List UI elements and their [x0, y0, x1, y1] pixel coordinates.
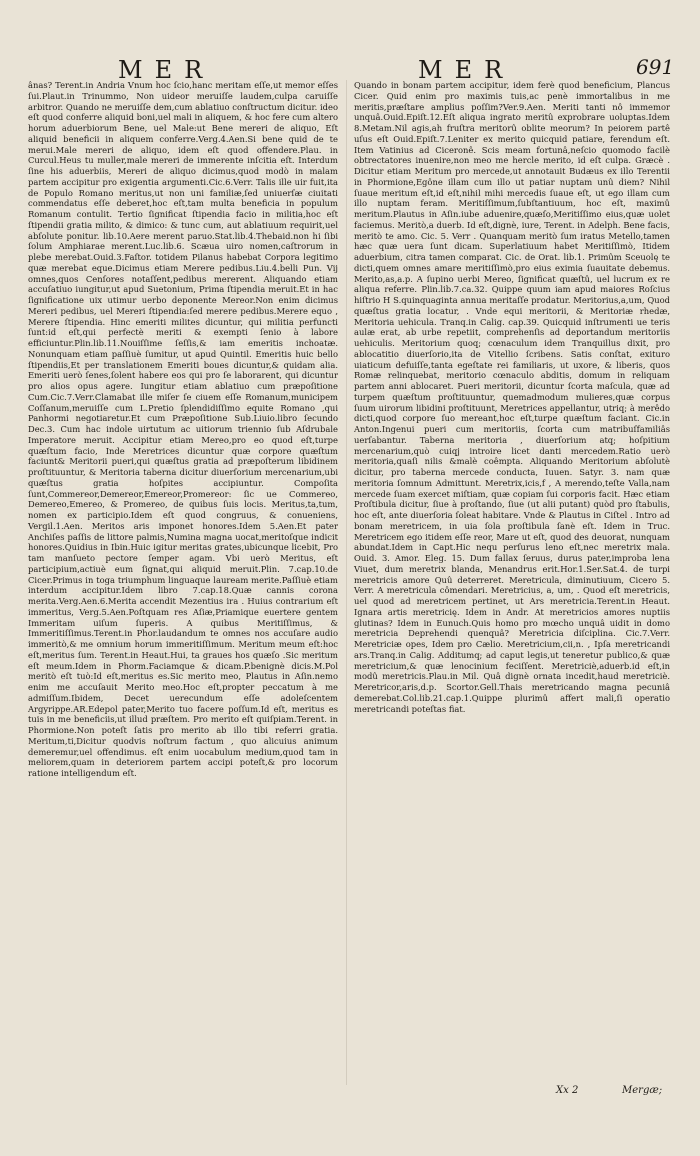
left-column [28, 80, 338, 779]
right-column-text: Quando in bonam partem accipitur, idem ferè quod beneficium, Plancus Cicer. Quid enim pro maximis tuis,ac penè immortalibus in me meritis,præſtare amplius poſſim?Ver.9.Aen. Meriti tanti nô immemor unquâ.Ouid.Epiſt.12.Eſt aliqua ingrato meritû exprobrare uoluptas.Idem 8.Metam.Nil agis,ah fruſtra meritorû oblite meorum? In peiorem partê uſus eſt Ouid.Epiſt.7.Leniter ex merito quicquid patiare, ferendum eſt. Item Vatinius ad Ciceronê. Scis meam fortunâ,neſcio quomodo facilè obtrectatores inuenire,non meo me hercle merito, id eſt culpa. Græcè . Dicitur etiam Meritum pro mercede,ut annotauit Budæus ex illo Terentii in Phormione,Egône illam cum illo ut patiar nuptam unû diem? Nihil ſuaue meritum eſt,id eſt,nihil mihi mercedis ſuaue eſt, ut ego illam cum illo nuptam feram. Meritiſſimum,ſubſtantiuum, hoc eſt, maximû meritum.Plautus in Aſin.iube aduenire,quæſo,Meritiſſimo eius,quæ uolet faciemus. Meritò,a duerb. Id eſt,dignè, iure, Terent. in Adelph. Bene facis, meritò te amo. Cic. 5. Verr . Quanquam meritò ſum iratus Metello,tamen hæc quæ uera ſunt dicam. Superlatiuum habet Meritiſſimò, Itidem aduerbium, citra tamen comparat. Cic. de Orat. lib.1. Primûm Sceuolę te dicti,quem omnes amare meritiſſimò,pro eius eximia ſuauitate debemus. Merito,as,a.p. A ſupino uerbi Mereo, ſignificat quæſtû, uel lucrum ex re aliqua referre. Plin.lib.7.ca.32. Quippe quum iam apud maiores Roſcius hiſtrio H S.quinquaginta annua meritaſſe prodatur. Meritorius,a,um, Quod quæſtus gratia locatur, . Vnde equi meritorii, & Meritoriæ rhedæ, Meritoria uehicula. Tranq.in Calig. cap.39. Quicquid inſtrumenti ue teris aulæ erat, ab urbe repetiit, comprehenſis ad deportandum meritoriis uehiculis. Meritorium quoq; cœnaculum idem Tranquillus dixit, pro ablocatitio diuerſorio,ita de Vitellio ſcribens. Satis conſtat, exituro uiaticum defuiſſe,tanta egeſtate rei familiaris, ut uxore, & liberis, quos Romæ relinquebat, meritorio cœnaculo abditis, domum in reliquam partem anni ablocaret. Pueri meritorii, dicuntur ſcorta maſcula, quæ ad turpem quæſtum proſtituuntur, quemadmodum mulieres,quæ corpus ſuum uirorum libidini proſtituunt, Meretrices appellantur, utriq; à merêdo dicti,quod corpore ſuo mereant,hoc eſt,turpe quæſtum faciant. Cic.in Anton.Ingenui pueri cum meritoriis, ſcorta cum matribuſfamiliâs uerſabantur. Taberna meritoria , diuerſorium atq; hoſpitium mercenarium,quò cuiqj introire licet danti mercedem.Ratio uerò meritoria,quaſi nilis &malè coêmpta. Aliquando Meritorium abſolutè dicitur, pro taberna mercede conducta, Iuuen. Satyr. 3. nam quæ meritoria ſomnum Admittunt. Meretrix,icis,f , A merendo,teſte Valla,nam mercede ſuam exercet miſtiam, quæ copiam ſui corporis facit. Hæc etiam Proſtibula dicitur, ſiue à proſtando, ſiue (ut alii putant) quòd pro ſtabulis, hoc eſt, ante diuerſoria ſoleat habitare. Vnde & Plautus in Ciſtel . Intro ad bonam meretricem, in uia ſola proſtibula ſanè eſt. Idem in Truc. Meretricem ego itidem eſſe reor, Mare ut eſt, quod des deuorat, nunquam abundat.Idem in Capt.Hic nequ perſurus leno eſt,nec meretrix mala. Ouid. 3. Amor. Eleg. 15. Dum fallax ſeruus, durus pater,improba lena Viuet, dum meretrix blanda, Menandrus erit.Hor.1.Ser.Sat.4. de turpi meretricis amore Quû deterreret. Meretricula, diminutiuum, Cicero 5. Verr. A meretricula cômendari. Meretricius, a, um, . Quod eſt meretricis, uel quod ad meretricem pertinet, ut Ars meretricia.Terent.in Heaut. Ignara artis meretricię. Idem in Andr. At meretricios amores nuptiis glutinas? Idem in Eunuch.Quis homo pro mœcho unquâ uidit in domo meretricia Deprehendi quenquâ? Meretricia diſciplina. Cic.7.Verr. Meretriciæ opes, Idem pro Cælio. Meretricium,cii,n. , Ipſa meretricandi ars.Tranq.in Calig. Additumq; ad caput legis,ut teneretur publico,& quæ meretricium,& quæ lenocinium feciſſent. Meretriciè,aduerb.id eſt,in modû meretricis.Plau.in Mil. Quâ dignè ornata incedit,haud meretriciè. Meretricor,aris,d.p. Scortor.Gell.Thais meretricando magna pecuniâ demerebat.Col.lib.21.cap.1.Quippe plurimû affert mali,ſi operatio meretricandi poteſtas fiat. [354, 80, 670, 714]
column-divider [346, 80, 347, 1085]
left-column-text: ânas? Terent.in Andria Vnum hoc ſcio,hanc meritam eſſe,ut memor eſſes ſui.Plaut.in Trinummo, Non uideor meruiſſe laudem,culpa caruiſſe arbitror. Quando ne meruiſſe dem,cum ablatiuo conſtructum dicitur. ideo eſt quod conferre aliquid boni,uel mali in aliquem, & hoc fere cum altero horum aduerbiorum Bene, uel Male:ut Bene mereri de aliquo, Eſt aliquid beneficii in aliquem conferre.Verg.4.Aen.Si bene quid de te merui.Male mereri de aliquo, idem eſt quod offendere.Plau. in Curcul.Heus tu muller,male mereri de immerente inſcitia eſt. Interdum ſine his aduerbiis, Mereri de aliquo dicimus,quod modò in malam partem accipitur pro exigentia argumenti.Cic.6.Verr. Talis ille uir fuit,ita de Populo Romano meritus,ut non uni familiæ,ſed uniuerſæ ciuitati commendatus eſſe deberet,hoc eſt,tam multa beneficia in populum Romanum contulit. Tertio ſignificat ſtipendia facio in militia,hoc eſt ſtipendii gratia milito, & dimico: & tunc cum, aut ablatiuum requirit,uel abſolute ponitur. lib.10.Aere merent paruo.Stat.lib.4.Thebaid.non hi ſibi ſolum Amphiarae merent.Luc.lib.6. Scæua uiro nomen,caſtrorum in plebe merebat.Ouid.3.Faſtor. totidem Pilanus habebat Corpora legitimo quæ merebat eque.Dicimus etiam Merere pedibus.Liu.4.belli Pun. Vij omnes,quos Cenſores notaſſent,pedibus mererent. Aliquando etiam accuſatiuo iungitur,ut apud Suetonium, Prima ſtipendia meruit.Et in hac ſignificatione uix utimur uerbo deponente Mereor.Non enim dicimus Mereri pedibus, uel Mereri ſtipendia:ſed merere pedibus.Merere equo , Merere ſtipendia. Hinc emeriti milites dicuntur, qui militia perfuncti ſunt:id eſt,qui perfectè meriti & exempti ſenio à labore efficiuntur.Plin.lib.11.Nouiſſime ſeſſis,& iam emeritis inchoatæ. Nonunquam etiam paſſiuè ſumitur, ut apud Quintil. Emeritis huic bello ſtipendiis,Et per translationem Emeriti boues dicuntur,& quidam alia. Emeriti uerò ſenes,ſolent habere eos qui pro ſe laborarent, qui dicuntur pro alios opus agere. Iungitur etiam ablatiuo cum præpoſitione Cum.Cic.7.Verr.Clamabat ille miſer ſe ciuem eſſe Romanum,municipem Coſſanum,meruiſſe cum L.Pretio ſplendidiſſimo equite Romano ,qui Panhormi negotiaretur.Et cum Præpoſitione Sub.Liuio.libro ſecundo Dec.3. Cum hac indole uirtutum ac uitiorum triennio ſub Aſdrubale Imperatore meruit. Accipitur etiam Mereo,pro eo quod eſt,turpe quæſtum facio, Inde Meretrices dicuntur quæ corpore quæſtum faciunt& Meritorii pueri,qui quæſtus gratia ad præpoſterum libidinem proſtituuntur, & Meritoria taberna dicitur diuerſorium mercenarium,ubi quæſtus gratia hoſpites accipiuntur. Compoſita ſunt,Commereor,Demereor,Emereor,Promereor: ſic ue Commereo, Demereo,Emereo, & Promereo, de quibus ſuis locis. Meritus,ta,tum, nomen ex participio.Idem eſt quod congruus, & conueniens, Vergil.1.Aen. Meritos aris imponet honores.Idem 5.Aen.Et pater Anchiſes paſſis de littore palmis,Numina magna uocat,meritoſque indicit honores.Quidius in Ibin.Huic igitur meritas grates,ubicunque licebit, Pro tam manſueto pectore ſemper agam. Vbi uerò Meritus, eſt participium,actiuè eum ſignat,qui aliquid meruit.Plin. 7.cap.10.de Cicer.Primus in toga triumphum linguaque lauream merite.Paſſiuè etiam interdum accipitur.Idem libro 7.cap.18.Quæ cannis corona merita.Verg.Aen.6.Merita accendit Mezentius ira . Huius contrarium eſt immeritus, Verg.5.Aen.Poſtquam res Aſiæ,Priamique euertere gentem Immeritam uiſum ſuperis. A quibus Meritiſſimus, & Immeritiſſimus.Terent.in Phor.laudandum te omnes nos accuſare audio immeritò,& me omnium horum immeritiſſimum. Meritum meum eſt:hoc eſt,meritus ſum. Terent.in Heaut.Hui, ta graues hos quæſo .Sic meritum eſt meum.Idem in Phorm.Faciamque & dicam.P.benignè dicis.M.Pol meritò eſt tuò:Id eſt,meritus es.Sic merito meo, Plautus in Aſin.nemo enim me accuſauit Merito meo.Hoc eſt,propter peccatum à me admiſſum.Ibidem, Decet uerecundum eſſe adoleſcentem Argyrippe.AR.Edepol pater,Merito tuo facere poſſum.Id eſt, meritus es tuis in me beneficiis,ut illud præſtem. Pro merito eſt quiſpiam.Terent. in Phormione.Non poteſt ſatis pro merito ab illo tibi referri gratia. Meritum,ti,Dicitur quodvis noſtrum factum , quo alicuius animum demeremur,uel offendimus. eſt enim uocabulum medium,quod tam in meliorem,quam in deteriorem partem accipi poteſt,& pro locorum ratione intelligendum eſt. [28, 80, 338, 778]
catchword: Mergæ; [622, 1085, 663, 1096]
page-number: 691 [636, 55, 675, 79]
right-column [354, 80, 670, 714]
running-head-right: MER [418, 56, 515, 84]
running-head-left: MER [118, 56, 215, 84]
signature-mark: Xx 2 [556, 1085, 579, 1096]
